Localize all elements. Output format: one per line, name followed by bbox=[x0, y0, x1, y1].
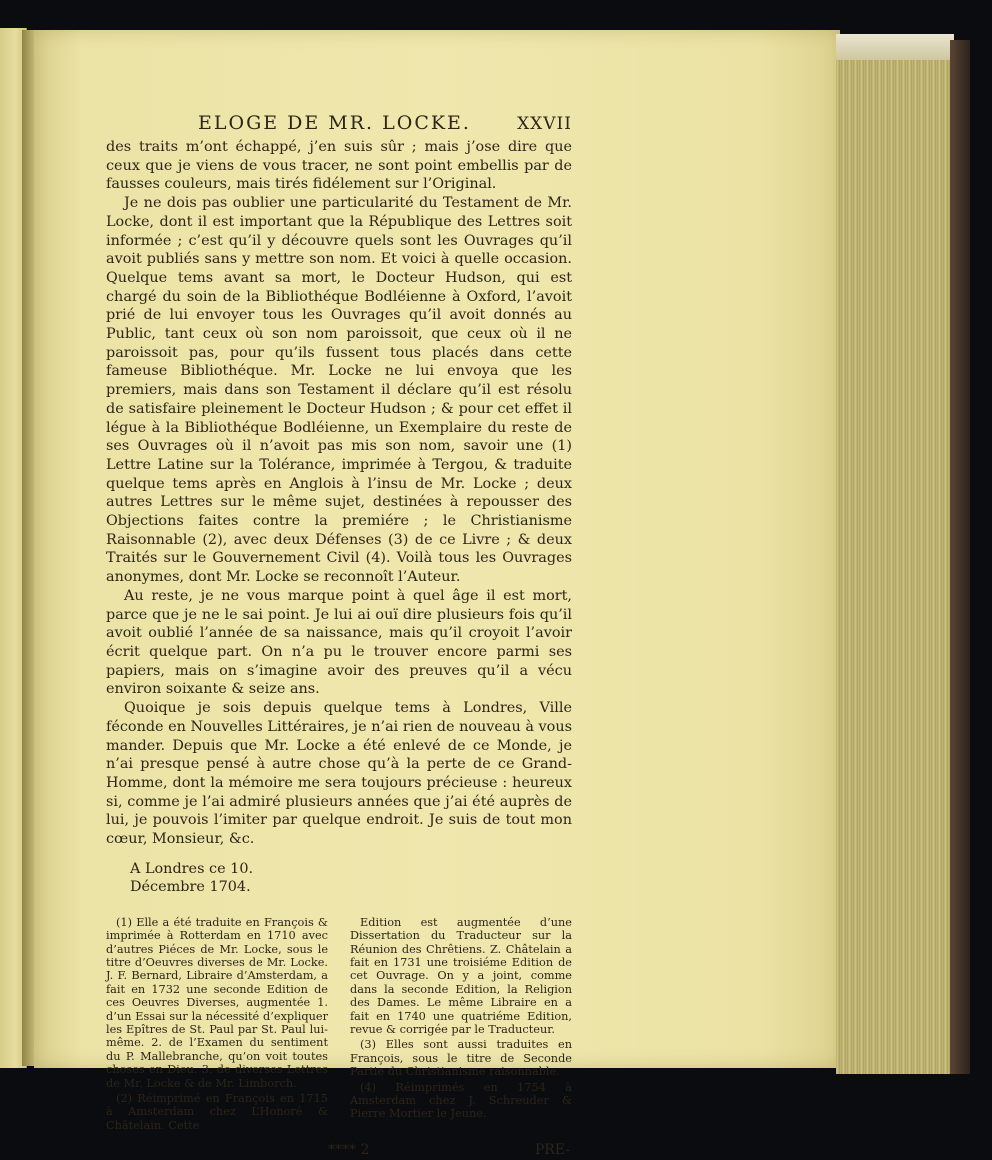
page-fore-edge-top bbox=[836, 34, 954, 60]
footnote: (1) Elle a été traduite en François & imprimée à Rotterdam en 1710 avec d’autres Piéces de Mr. Locke, sous le titre d’Oeuvres diverses de Mr. Locke. J. F. Bernard, Libraire d’Amsterdam, a fait en 1732 une seconde Edition de ces Oeuvres Diverses, augmentée 1. d’un Essai sur la nécessité d’expliquer les Epîtres de St. Paul par St. Paul lui-même. 2. de l’Examen du sentiment du P. Mallebranche, qu’on voit toutes choses en Dieu. 3. de diverses Lettres de Mr. Locke & de Mr. Limborch. bbox=[106, 915, 328, 1090]
paragraph: Je ne dois pas oublier une particularité du Testament de Mr. Locke, dont il est important que la République des Lettres soit informée ; c’est qu’il y découvre quels sont les Ouvrages qu’il avoit publiés sans y mettre son nom. Et voici à quelle occasion. Quelque tems avant sa mort, le Docteur Hudson, qui est chargé du soin de la Bibliothéque Bodléienne à Oxford, l’avoit prié de lui envoyer tous les Ouvrages qu’il avoit donnés au Public, tant ceux où son nom paroissoit, que ceux où il ne paroissoit pas, pour qu’ils fussent tous placés dans cette fameuse Bibliothéque. Mr. Locke ne lui envoya que les premiers, mais dans son Testament il déclare qu’il est résolu de satisfaire pleinement le Docteur Hudson ; & pour cet effet il légue à la Bibliothéque Bodléienne, un Exemplaire du reste de ses Ouvrages où il n’avoit pas mis son nom, savoir une (1) Lettre Latine sur la Tolérance, imprimée à Tergou, & traduite quelque tems après en Anglois à l’insu de Mr. Locke ; deux autres Lettres sur le même sujet, destinées à repousser des Objections faites contre la premiére ; le Christianisme Raisonnable (2), avec deux Défenses (3) de ce Livre ; & deux Traités sur le Gouvernement Civil (4). Voilà tous les Ouvrages anonymes, dont Mr. Locke se reconnoît l’Auteur. bbox=[106, 195, 572, 586]
letter-signoff bbox=[130, 860, 572, 896]
running-head bbox=[106, 112, 572, 138]
page-footer bbox=[106, 1142, 572, 1160]
paragraph: Au reste, je ne vous marque point à quel âge il est mort, parce que je ne le sai point. Je lui ai ouï dire plusieurs fois qu’il avoit oublié l’année de sa naissance, mais qu’il croyoit l’avoir écrit quelque part. On n’a pu le trouver encore parmi ses papiers, mais on s’imagine avoir des preuves qu’il a vécu environ soixante & seize ans. bbox=[106, 587, 572, 698]
signoff-place-date: A Londres ce 10. bbox=[130, 860, 254, 877]
signoff-month-year: Décembre 1704. bbox=[130, 878, 251, 895]
letter-body bbox=[106, 138, 572, 849]
footnote: (4) Réimprimés en 1754 à Amsterdam chez J. Schreuder & Pierre Mortier le Jeune. bbox=[350, 1080, 572, 1121]
paragraph: des traits m’ont échappé, j’en suis sûr ; mais j’ose dire que ceux que je viens de vous tracer, ne sont point embellis par de fausses couleurs, mais tirés fidélement sur l’Original. bbox=[106, 139, 572, 193]
page-fore-edge bbox=[836, 34, 954, 1074]
page-number: XXVII bbox=[517, 114, 572, 134]
footnotes bbox=[106, 916, 572, 1135]
page-text-block bbox=[106, 112, 572, 1160]
book-cover-edge bbox=[950, 40, 970, 1074]
paragraph: Quoique je sois depuis quelque tems à Londres, Ville féconde en Nouvelles Littéraires, je n’ai rien de nouveau à vous mander. Depuis que Mr. Locke a été enlevé de ce Monde, je n’ai presque pensé à autre chose qu’à la perte de ce Grand-Homme, dont la mémoire me sera toujours précieuse : heureux si, comme je l’ai admiré plusieurs années que j’ai été auprès de lui, je pouvois l’imiter par quelque endroit. Je suis de tout mon cœur, Monsieur, &c. bbox=[106, 700, 572, 848]
catchword: PRE- bbox=[534, 1142, 570, 1159]
running-head-title: ELOGE DE MR. LOCKE. bbox=[198, 112, 471, 134]
footnote: (3) Elles sont aussi traduites en François, sous le titre de Seconde Partie du Christianisme raisonnable. bbox=[350, 1038, 572, 1079]
signature-mark: **** 2 bbox=[328, 1142, 370, 1159]
footnote: (2) Réimprimé en François en 1715 à Amsterdam chez L’Honoré & Châtelain. Cette bbox=[106, 1092, 328, 1132]
footnote: Edition est augmentée d’une Dissertation du Traducteur sur la Réunion des Chrêtiens. Z. Châtelain a fait en 1731 une troisiéme Edition de cet Ouvrage. On y a joint, comme dans la seconde Edition, la Religion des Dames. Le même Libraire en a fait en 1740 une quatriéme Edition, revue & corrigée par le Traducteur. bbox=[350, 915, 572, 1036]
footnotes-right-column bbox=[350, 916, 572, 1135]
footnotes-left-column bbox=[106, 916, 328, 1135]
